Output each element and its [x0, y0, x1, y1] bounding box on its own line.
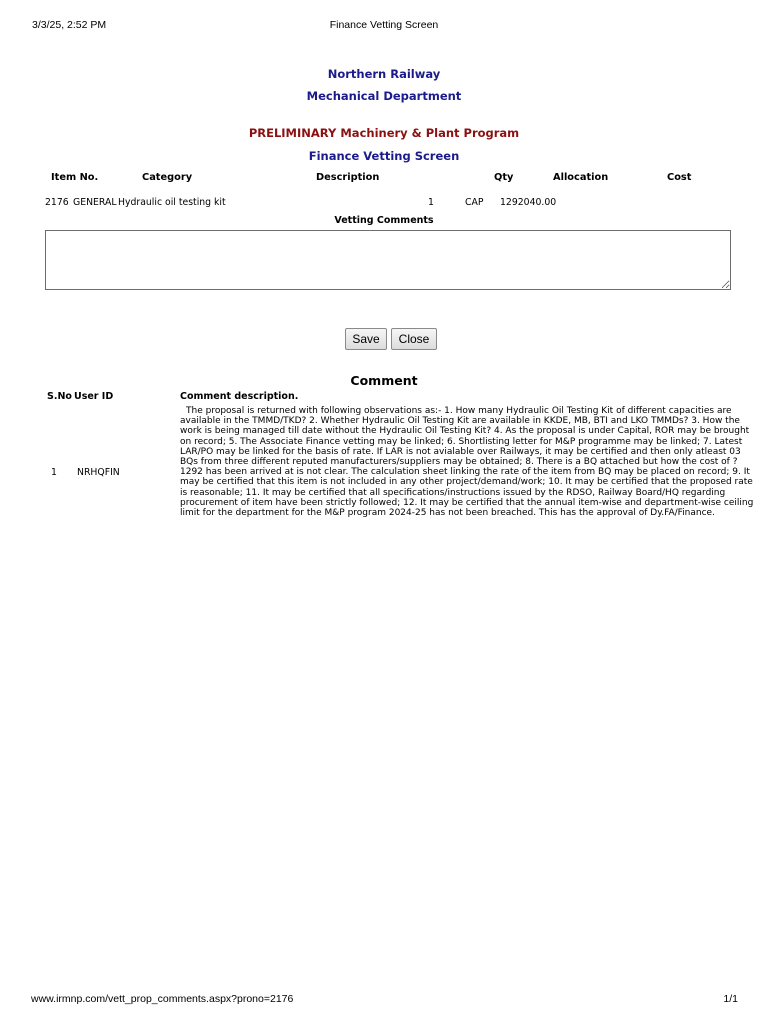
vetting-comments-label: Vetting Comments: [334, 215, 434, 226]
comment-user-id: NRHQFIN: [77, 467, 120, 478]
comment-section-title: Comment: [350, 373, 418, 388]
qty-value: 1: [428, 197, 434, 208]
col-qty: Qty: [494, 172, 514, 183]
col-sno: S.No: [47, 391, 72, 402]
print-page-title: Finance Vetting Screen: [329, 19, 439, 31]
item-no-value: 2176: [45, 197, 69, 208]
category-value: GENERAL: [73, 197, 117, 208]
print-footer: [0, 993, 768, 1007]
col-comment-description: Comment description.: [180, 391, 299, 402]
print-datetime: 3/3/25, 2:52 PM: [32, 19, 107, 31]
print-url: www.irmnp.com/vett_prop_comments.aspx?prono=2176: [31, 993, 294, 1005]
allocation-value: CAP: [465, 197, 484, 208]
close-button[interactable]: Close: [391, 328, 437, 350]
col-allocation: Allocation: [553, 172, 609, 183]
vetting-comments-textarea[interactable]: [45, 230, 731, 290]
save-button[interactable]: Save: [345, 328, 387, 350]
comment-sno: 1: [51, 467, 57, 478]
comment-text: The proposal is returned with following observations as:- 1. How many Hydraulic Oil Testing Kit of different capacities are available in the TMMD/TKD? 2. Whether Hydraulic Oil Testing Kit are available in KKDE, MB, BTI and LKO TMMDs? 3. How the work is being managed till date without the Hydraulic Oil Testing Kit? 4. As the proposal is under Capital, ROR may be brought on record; 5. The Associate Finance vetting may be linked; 6. Shortlisting letter for M&P programme may be linked; 7. Latest LAR/PO may be linked for the basis of rate. If LAR is not avialable over Railways, it may be certified and then only atleast 03 BQs from three different reputed manufacturers/suppliers may be obtained; 8. There is a BQ attached but how the cost of ?1292 has been arrived at is not clear. The calculation sheet linking the rate of the item from BQ may be placed on record; 9. It may be certified that this item is not included in any other project/demand/work; 10. It may be certified that the proposed rate is reasonable; 11. It may be certified that all specifications/instructions issued by the RDSO, Railway Board/HQ regarding procurement of item have been strictly followed; 12. It may be certified that the annual item-wise and department-wise ceiling limit for the department for the M&P program 2024-25 has not been breached. This has the approval of Dy.FA/Finance.: [180, 406, 754, 519]
print-header: [0, 19, 768, 33]
department-name: Mechanical Department: [306, 89, 462, 103]
description-value: Hydraulic oil testing kit: [118, 197, 226, 208]
railway-name: Northern Railway: [327, 67, 441, 81]
cost-value: 1292040.00: [500, 197, 557, 208]
col-user-id: User ID: [74, 391, 114, 402]
col-category: Category: [142, 172, 193, 183]
program-title: PRELIMINARY Machinery & Plant Program: [248, 126, 520, 140]
screen-title: Finance Vetting Screen: [308, 149, 460, 163]
col-description: Description: [316, 172, 380, 183]
col-item-no: Item No.: [51, 172, 99, 183]
print-page-number: 1/1: [723, 993, 738, 1005]
col-cost: Cost: [667, 172, 692, 183]
